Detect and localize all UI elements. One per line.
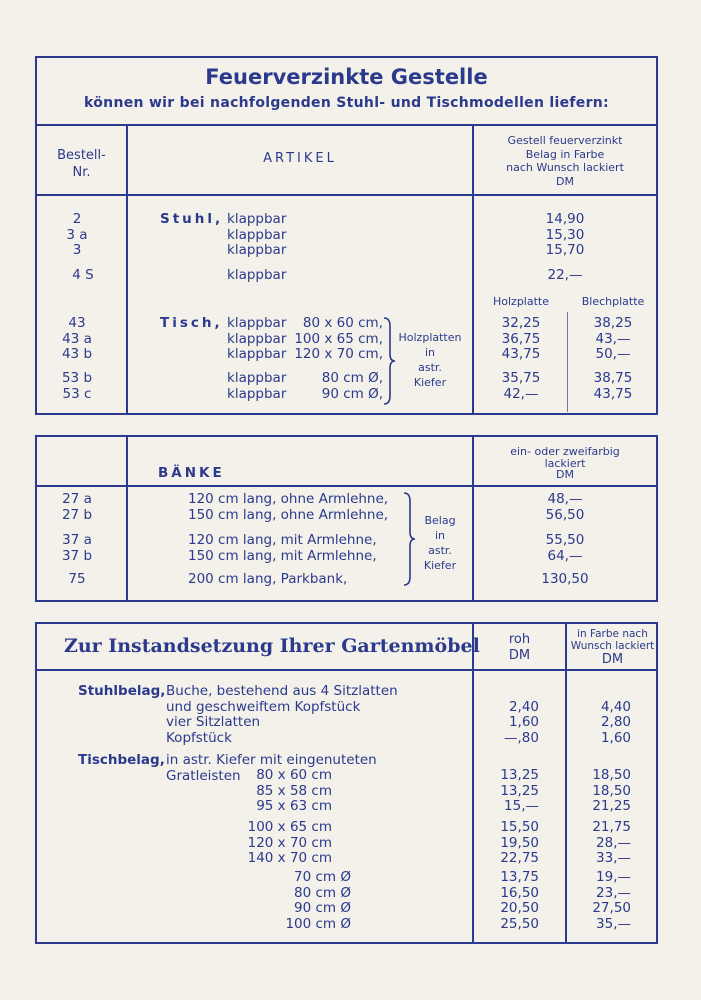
baenke-price-list-2: 55,50 64,— <box>545 532 585 564</box>
tisch-material-note: Holzplatten in astr. Kiefer <box>398 331 462 389</box>
column-header-nr: Bestell- Nr. <box>57 148 106 180</box>
tischbelag-roh-list-3: 13,75 16,50 20,50 25,50 <box>500 869 539 932</box>
column-header-farbe: in Farbe nach Wunsch lackiert DM <box>570 628 655 667</box>
section-title: Feuerverzinkte Gestelle <box>205 65 488 89</box>
tischbelag-roh-list-2: 15,50 19,50 22,75 <box>500 819 539 866</box>
divider <box>35 669 658 671</box>
stuhl-label: Stuhl, <box>160 211 224 227</box>
tisch-label: Tisch, <box>160 315 223 331</box>
stuhlbelag-label: Stuhlbelag, <box>78 683 166 699</box>
tischbelag-farbe-list-3: 19,— 23,— 27,50 35,— <box>592 869 631 932</box>
stuhl-4s-nr: 4 S <box>72 267 94 283</box>
column-header-price: ein- oder zweifarbig lackiert DM <box>510 445 620 481</box>
subheader-holzplatte: Holzplatte <box>492 295 549 308</box>
stuhl-4s-price: 22,— <box>547 267 583 283</box>
tisch-holz-list-1: 32,25 36,75 43,75 <box>501 315 541 362</box>
section-subtitle: können wir bei nachfolgenden Stuhl- und Tischmodellen liefern: <box>84 95 609 111</box>
tischbelag-size-list-3: 70 cm Ø 80 cm Ø 90 cm Ø 100 cm Ø <box>285 869 351 932</box>
column-header-roh: roh DM <box>508 632 531 663</box>
tischbelag-desc: in astr. Kiefer mit eingenuteten Gratleisten <box>166 752 377 784</box>
tisch-desc-list-2: klappbar klappbar <box>227 370 287 402</box>
stuhl-nr-list: 2 3 a 3 <box>66 211 88 258</box>
baenke-desc-list-1: 120 cm lang, ohne Armlehne, 150 cm lang, ohne Armlehne, <box>188 491 389 523</box>
section-title: BÄNKE <box>158 465 225 481</box>
stuhl-price-list: 14,90 15,30 15,70 <box>545 211 585 258</box>
tisch-blech-list-2: 38,75 43,75 <box>593 370 633 402</box>
tisch-size-list-2: 80 cm Ø, 90 cm Ø, <box>321 370 383 402</box>
stuhl-desc-list: klappbar klappbar klappbar <box>227 211 287 258</box>
divider <box>126 435 128 602</box>
column-header-price: Gestell feuerverzinkt Belag in Farbe nach Wunsch lackiert DM <box>506 134 624 188</box>
tischbelag-roh-list-1: 13,25 13,25 15,— <box>500 767 539 814</box>
tisch-holz-list-2: 35,75 42,— <box>501 370 541 402</box>
subheader-blechplatte: Blechplatte <box>581 295 645 308</box>
baenke-desc-list-2: 120 cm lang, mit Armlehne, 150 cm lang, mit Armlehne, <box>188 532 377 564</box>
baenke-price-3: 130,50 <box>541 571 589 587</box>
divider <box>35 124 658 126</box>
baenke-nr-list-2: 37 a 37 b <box>61 532 93 564</box>
section-title: Zur Instandsetzung Ihrer Gartenmöbel <box>64 635 480 657</box>
column-header-artikel: ARTIKEL <box>263 151 337 166</box>
stuhlbelag-roh-list: 2,40 1,60 —,80 <box>504 698 539 746</box>
tischbelag-size-list-2: 100 x 65 cm 120 x 70 cm 140 x 70 cm <box>247 819 332 866</box>
baenke-nr-3: 75 <box>68 571 86 587</box>
stuhlbelag-desc-list: Buche, bestehend aus 4 Sitzlatten und geschweiftem Kopfstück vier Sitzlatten Kopfstück <box>166 683 398 746</box>
stuhlbelag-farbe-list: 4,40 2,80 1,60 <box>600 698 631 746</box>
divider <box>35 485 658 487</box>
baenke-nr-list-1: 27 a 27 b <box>61 491 93 523</box>
tisch-desc-list-1: klappbar klappbar klappbar <box>227 315 287 362</box>
tisch-nr-list-2: 53 b 53 c <box>61 370 93 402</box>
brace-icon <box>382 316 396 406</box>
tischbelag-size-list-1: 80 x 60 cm 85 x 58 cm 95 x 63 cm <box>256 767 332 814</box>
stuhl-4s-desc: klappbar <box>227 267 287 283</box>
tischbelag-farbe-list-1: 18,50 18,50 21,25 <box>592 767 631 814</box>
tisch-size-list-1: 80 x 60 cm, 100 x 65 cm, 120 x 70 cm, <box>294 315 383 362</box>
divider <box>35 194 658 196</box>
tisch-nr-list-1: 43 43 a 43 b <box>61 315 93 362</box>
tischbelag-farbe-list-2: 21,75 28,— 33,— <box>592 819 631 866</box>
tisch-blech-list-1: 38,25 43,— 50,— <box>593 315 633 362</box>
baenke-desc-3: 200 cm lang, Parkbank, <box>188 571 348 587</box>
baenke-price-list-1: 48,— 56,50 <box>545 491 585 523</box>
tischbelag-label: Tischbelag, <box>78 752 165 768</box>
baenke-material-note: Belag in astr. Kiefer <box>423 514 457 572</box>
